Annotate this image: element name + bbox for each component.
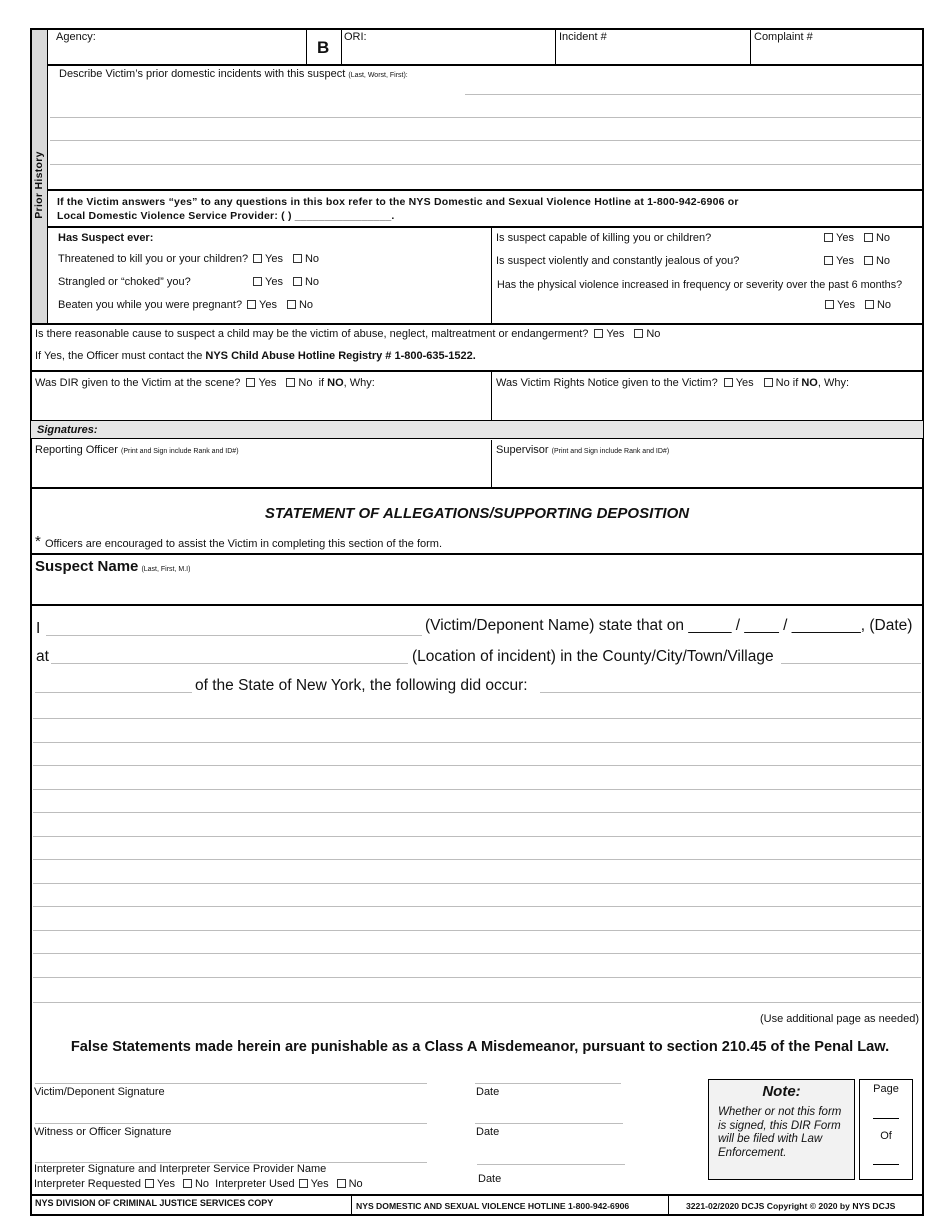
- describe-prior-incidents-label: Describe Victim’s prior domestic incidents with this suspect (Last, Worst, First):: [59, 68, 408, 80]
- state-field[interactable]: [35, 677, 192, 693]
- dir-question: Was DIR given to the Victim at the scene? Yes No if NO, Why:: [35, 377, 375, 389]
- threatened-no-checkbox[interactable]: [293, 254, 302, 263]
- witness-signature-label: Witness or Officer Signature: [34, 1126, 172, 1138]
- has-suspect-ever-label: Has Suspect ever:: [58, 232, 154, 244]
- rights-yes-checkbox[interactable]: [724, 378, 733, 387]
- page-number-field[interactable]: [873, 1103, 899, 1119]
- prior-incidents-textarea[interactable]: [50, 80, 920, 188]
- of-label: Of: [880, 1130, 892, 1142]
- county-field[interactable]: [781, 648, 921, 664]
- interpreter-date-label: Date: [478, 1173, 502, 1185]
- interpreter-options: Interpreter Requested Yes No Interpreter Used Yes No: [34, 1178, 363, 1190]
- occurrence-first-line[interactable]: [540, 677, 921, 693]
- dir-yes-checkbox[interactable]: [246, 378, 255, 387]
- location-text: (Location of incident) in the County/City/Town/Village: [412, 648, 774, 665]
- page-label: Page: [873, 1083, 899, 1095]
- signatures-header-bar: [31, 421, 923, 439]
- rights-why-field[interactable]: [496, 392, 918, 418]
- victim-date-field[interactable]: [475, 1066, 621, 1082]
- increased-yes-checkbox[interactable]: [825, 300, 834, 309]
- incident-field[interactable]: [559, 44, 747, 62]
- witness-date-field[interactable]: [475, 1106, 623, 1122]
- beaten-options: Yes No: [241, 299, 313, 311]
- interpreter-requested-no-checkbox[interactable]: [183, 1179, 192, 1188]
- supervisor-label: Supervisor (Print and Sign include Rank and ID#): [496, 444, 670, 456]
- strangled-no-checkbox[interactable]: [293, 277, 302, 286]
- rights-no-checkbox[interactable]: [764, 378, 773, 387]
- jealous-no-checkbox[interactable]: [864, 256, 873, 265]
- strangled-yes-checkbox[interactable]: [253, 277, 262, 286]
- victim-name-date-text: (Victim/Deponent Name) state that on _____ / ____ / ________, (Date): [425, 617, 913, 634]
- agency-label: Agency:: [56, 31, 96, 43]
- capable-no-checkbox[interactable]: [864, 233, 873, 242]
- false-statements-warning: False Statements made herein are punishable as a Class A Misdemeanor, pursuant to section 210.45 of the Penal Law.: [70, 1039, 890, 1055]
- reporting-officer-label: Reporting Officer (Print and Sign include Rank and ID#): [35, 444, 239, 456]
- jealous-options: Yes No: [818, 255, 890, 267]
- beaten-no-checkbox[interactable]: [287, 300, 296, 309]
- question-increased: Has the physical violence increased in frequency or severity over the past 6 months?: [497, 279, 903, 291]
- agency-field[interactable]: [50, 44, 306, 62]
- beaten-yes-checkbox[interactable]: [247, 300, 256, 309]
- complaint-field[interactable]: [754, 44, 920, 62]
- threatened-yes-checkbox[interactable]: [253, 254, 262, 263]
- child-abuse-question: Is there reasonable cause to suspect a child may be the victim of abuse, neglect, maltreatment or endangerment? Yes No: [35, 328, 661, 340]
- rights-question: Was Victim Rights Notice given to the Victim? Yes No if NO, Why:: [496, 377, 850, 389]
- dir-no-checkbox[interactable]: [286, 378, 295, 387]
- capable-options: Yes No: [818, 232, 890, 244]
- child-abuse-yes-checkbox[interactable]: [594, 329, 603, 338]
- note-text: Whether or not this form is signed, this DIR Form will be filed with Law Enforcement.: [718, 1106, 842, 1159]
- i-label: I: [36, 620, 41, 637]
- state-text: of the State of New York, the following did occur:: [195, 677, 528, 694]
- question-capable: Is suspect capable of killing you or children?: [496, 232, 712, 244]
- question-threatened: Threatened to kill you or your children?: [58, 253, 249, 265]
- victim-name-field[interactable]: [46, 620, 422, 636]
- suspect-name-label: Suspect Name (Last, First, M.I): [35, 558, 191, 575]
- statement-asterisk: *: [35, 533, 41, 550]
- additional-page-note: (Use additional page as needed): [759, 1013, 919, 1025]
- question-beaten: Beaten you while you were pregnant?: [58, 299, 243, 311]
- capable-yes-checkbox[interactable]: [824, 233, 833, 242]
- witness-date-label: Date: [476, 1126, 500, 1138]
- increased-options: Yes No: [819, 299, 891, 311]
- interpreter-requested-yes-checkbox[interactable]: [145, 1179, 154, 1188]
- question-strangled: Strangled or “choked” you?: [58, 276, 191, 288]
- interpreter-signature-label: Interpreter Signature and Interpreter Service Provider Name: [34, 1163, 327, 1175]
- page-total-field[interactable]: [873, 1149, 899, 1165]
- prior-history-label: Prior History: [33, 151, 45, 219]
- question-jealous: Is suspect violently and constantly jealous of you?: [496, 255, 740, 267]
- footer-hotline: NYS DOMESTIC AND SEXUAL VIOLENCE HOTLINE 1-800-942-6906: [356, 1201, 630, 1211]
- statement-note: Officers are encouraged to assist the Victim in completing this section of the form.: [45, 538, 443, 550]
- statement-title: STATEMENT OF ALLEGATIONS/SUPPORTING DEPOSITION: [264, 505, 690, 522]
- location-field[interactable]: [51, 648, 408, 664]
- incident-label: Incident #: [559, 31, 607, 43]
- child-abuse-contact: If Yes, the Officer must contact the NYS Child Abuse Hotline Registry # 1-800-635-1522.: [35, 350, 476, 362]
- interpreter-signature-field[interactable]: [35, 1145, 427, 1161]
- interpreter-used-no-checkbox[interactable]: [337, 1179, 346, 1188]
- jealous-yes-checkbox[interactable]: [824, 256, 833, 265]
- page-letter: B: [317, 38, 330, 57]
- victim-signature-field[interactable]: [35, 1066, 427, 1082]
- at-label: at: [36, 648, 49, 665]
- ori-label: ORI:: [344, 31, 367, 43]
- victim-signature-label: Victim/Deponent Signature: [34, 1086, 165, 1098]
- hotline-notice-line1: If the Victim answers “yes” to any questions in this box refer to the NYS Domestic and Sexual Violence Hotline at 1-800-942-6906 or: [57, 196, 739, 208]
- interpreter-date-field[interactable]: [477, 1147, 625, 1163]
- footer-copy: NYS DIVISION OF CRIMINAL JUSTICE SERVICES COPY: [35, 1198, 274, 1208]
- child-abuse-no-checkbox[interactable]: [634, 329, 643, 338]
- signatures-heading: Signatures:: [37, 424, 98, 436]
- ori-field[interactable]: [344, 44, 552, 62]
- hotline-notice-line2: Local Domestic Violence Service Provider: ( ) ________________.: [57, 210, 395, 222]
- complaint-label: Complaint #: [754, 31, 813, 43]
- reporting-officer-field[interactable]: [35, 458, 487, 484]
- increased-no-checkbox[interactable]: [865, 300, 874, 309]
- interpreter-used-yes-checkbox[interactable]: [299, 1179, 308, 1188]
- strangled-options: Yes No: [247, 276, 319, 288]
- suspect-name-field[interactable]: [35, 577, 919, 601]
- supervisor-field[interactable]: [496, 458, 918, 484]
- note-title: Note:: [762, 1083, 801, 1100]
- witness-signature-field[interactable]: [35, 1106, 427, 1122]
- victim-date-label: Date: [476, 1086, 500, 1098]
- dir-why-field[interactable]: [35, 392, 487, 418]
- threatened-options: Yes No: [247, 253, 319, 265]
- footer-copyright: 3221-02/2020 DCJS Copyright © 2020 by NYS DCJS: [686, 1201, 896, 1211]
